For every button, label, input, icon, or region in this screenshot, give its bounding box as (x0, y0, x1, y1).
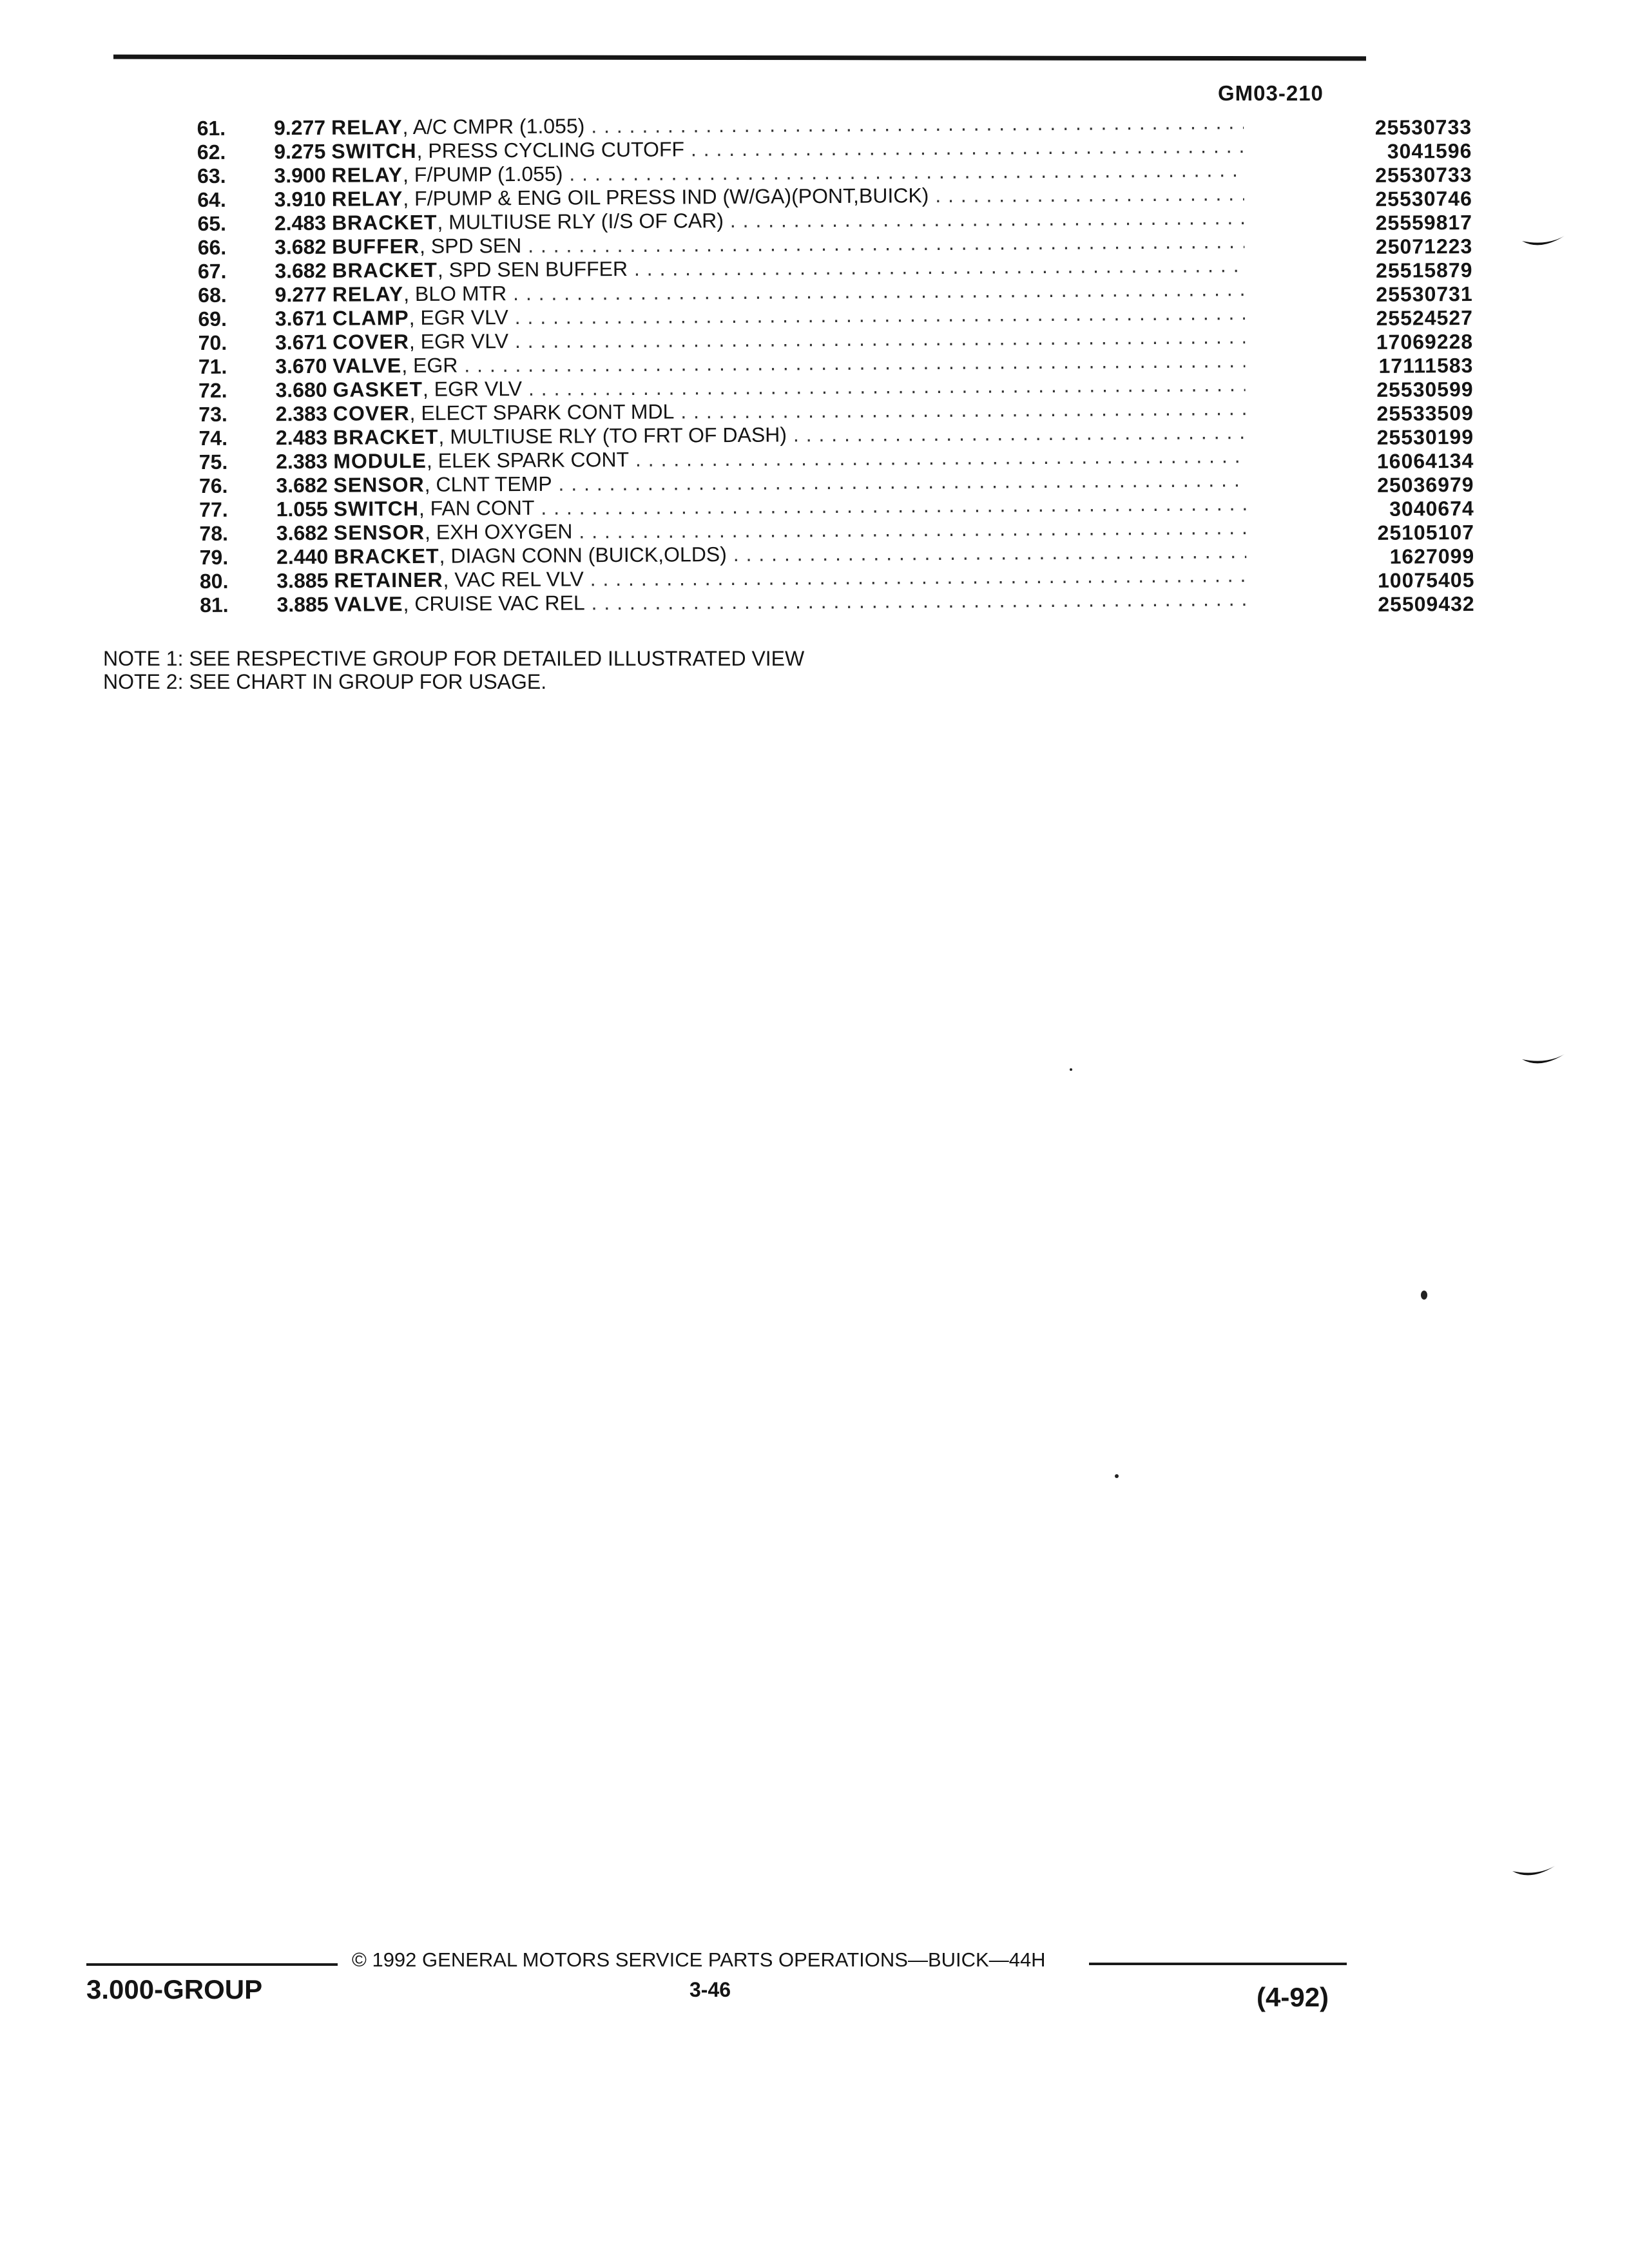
part-noun: SWITCH (331, 139, 417, 163)
note-line: NOTE 1: SEE RESPECTIVE GROUP FOR DETAILED ILLUSTRATED VIEW (103, 647, 805, 670)
part-number: 25559817 (1244, 211, 1472, 236)
part-modifier: , ELEK SPARK CONT (426, 447, 630, 472)
item-number: 71. (198, 354, 227, 379)
group-number: 3.682 (275, 235, 327, 259)
item-number: 67. (197, 259, 227, 284)
part-modifier: , CRUISE VAC REL (403, 591, 585, 616)
footer-date: (4-92) (1257, 1982, 1329, 2012)
part-noun: BRACKET (331, 210, 438, 235)
part-modifier: , ELECT SPARK CONT MDL (409, 399, 675, 425)
footer-rule-left (86, 1963, 338, 1966)
part-noun: BRACKET (332, 258, 438, 282)
item-number: 78. (199, 521, 229, 546)
part-modifier: , PRESS CYCLING CUTOFF (416, 137, 685, 162)
note-line: NOTE 2: SEE CHART IN GROUP FOR USAGE. (103, 670, 547, 693)
part-number: 25530599 (1246, 378, 1474, 403)
part-noun: SENSOR (333, 472, 425, 497)
item-number: 74. (198, 426, 228, 450)
part-noun: RELAY (331, 187, 403, 211)
footer-page-number: 3-46 (689, 1978, 731, 2001)
part-modifier: , EGR VLV (422, 376, 523, 401)
group-number: 3.671 (275, 306, 327, 331)
part-modifier: , EXH OXYGEN (424, 519, 573, 544)
part-noun: RELAY (331, 115, 403, 139)
part-number: 25530733 (1244, 115, 1472, 140)
group-number: 2.483 (274, 211, 327, 235)
group-number: 9.275 (274, 139, 326, 164)
part-number: 17111583 (1245, 354, 1473, 379)
group-number: 3.900 (274, 163, 326, 187)
group-number: 2.483 (275, 425, 328, 450)
part-number: 25524527 (1245, 306, 1473, 331)
group-number: 3.671 (275, 330, 327, 354)
part-noun: BRACKET (333, 425, 439, 449)
item-number: 77. (199, 497, 228, 522)
item-number: 63. (197, 164, 226, 188)
part-number: 25105107 (1246, 521, 1474, 546)
part-noun: BUFFER (332, 234, 420, 258)
binder-clip-mark (1511, 1862, 1556, 1881)
footer-group-label: 3.000-GROUP (86, 1974, 263, 2004)
part-modifier: , VAC REL VLV (443, 567, 584, 591)
item-number: 64. (197, 187, 226, 212)
part-noun: RELAY (331, 163, 403, 187)
part-number: 25530731 (1245, 282, 1473, 307)
part-modifier: , SPD SEN BUFFER (437, 256, 628, 282)
part-modifier: , MULTIUSE RLY (TO FRT OF DASH) (438, 423, 787, 448)
part-noun: COVER (333, 401, 410, 425)
part-number: 3041596 (1244, 139, 1472, 164)
part-noun: MODULE (333, 448, 427, 473)
part-number: 25071223 (1244, 235, 1472, 260)
part-number: 10075405 (1246, 568, 1474, 593)
part-modifier: , FAN CONT (418, 495, 535, 520)
item-number: 72. (198, 378, 227, 403)
item-number: 70. (198, 331, 227, 355)
binder-clip-mark (1521, 232, 1566, 251)
part-modifier: , EGR VLV (409, 305, 508, 330)
group-number: 3.682 (276, 521, 329, 545)
parts-list (97, 110, 1475, 618)
item-number: 76. (198, 474, 228, 498)
part-number: 25515879 (1244, 258, 1472, 284)
part-number: 16064134 (1246, 449, 1474, 474)
part-modifier: , BLO MTR (403, 282, 507, 306)
part-noun: SENSOR (333, 520, 425, 544)
part-modifier: , CLNT TEMP (424, 472, 552, 496)
part-noun: GASKET (333, 377, 423, 401)
header-rule (113, 55, 1366, 61)
part-noun: CLAMP (332, 306, 409, 330)
document-id: GM03-210 (1218, 81, 1324, 105)
part-modifier: , EGR (401, 353, 458, 378)
part-modifier: , A/C CMPR (1.055) (402, 114, 585, 139)
part-noun: RELAY (332, 282, 404, 306)
part-number: 25530199 (1246, 425, 1474, 450)
notes-block (103, 647, 804, 693)
group-number: 3.682 (276, 473, 328, 497)
part-number: 25533509 (1246, 401, 1474, 427)
part-noun: SWITCH (333, 496, 419, 521)
binder-clip-mark (1521, 1050, 1566, 1070)
part-number: 25530746 (1244, 187, 1472, 212)
part-description (334, 587, 1309, 617)
item-number: 61. (197, 116, 226, 140)
part-modifier: , DIAGN CONN (BUICK,OLDS) (439, 543, 727, 568)
part-noun: RETAINER (334, 568, 443, 592)
group-number: 2.383 (275, 401, 327, 426)
part-noun: COVER (333, 330, 410, 354)
group-number: 3.885 (276, 592, 329, 617)
part-number: 25509432 (1247, 592, 1475, 617)
footer-copyright: © 1992 GENERAL MOTORS SERVICE PARTS OPERATIONS—BUICK—44H (352, 1948, 1046, 1971)
scan-speck (1115, 1474, 1119, 1478)
footer-rule-right (1089, 1963, 1347, 1965)
part-noun: BRACKET (334, 544, 439, 568)
part-number: 25036979 (1246, 473, 1474, 498)
part-noun: VALVE (333, 354, 402, 378)
part-noun: VALVE (334, 592, 403, 616)
part-number: 17069228 (1245, 330, 1473, 355)
item-number: 62. (197, 140, 226, 164)
part-modifier: , MULTIUSE RLY (I/S OF CAR) (437, 209, 724, 234)
item-number: 69. (198, 307, 227, 331)
group-number: 9.277 (273, 115, 326, 140)
item-number: 79. (199, 545, 229, 570)
group-number: 2.383 (276, 449, 328, 474)
part-modifier: , F/PUMP (1.055) (402, 162, 563, 187)
group-number: 3.885 (276, 568, 329, 593)
item-number: 68. (198, 283, 227, 307)
group-number: 3.910 (274, 187, 326, 211)
part-number: 25530733 (1244, 163, 1472, 188)
part-modifier: , SPD SEN (419, 233, 522, 258)
group-number: 1.055 (276, 497, 328, 521)
group-number: 2.440 (276, 544, 329, 569)
part-number: 3040674 (1246, 497, 1474, 522)
part-modifier: , F/PUMP & ENG OIL PRESS IND (W/GA)(PONT,BUICK) (403, 184, 929, 211)
group-number: 3.682 (275, 258, 327, 283)
item-number: 75. (198, 450, 228, 474)
item-number: 65. (197, 211, 227, 236)
item-number: 73. (198, 402, 227, 427)
group-number: 3.670 (275, 354, 327, 378)
item-number: 66. (197, 235, 227, 260)
scan-speck (1421, 1291, 1427, 1300)
group-number: 9.277 (275, 282, 327, 307)
item-number: 81. (200, 593, 229, 617)
scan-speck (1070, 1068, 1072, 1071)
item-number: 80. (199, 569, 229, 593)
part-modifier: , EGR VLV (409, 329, 509, 354)
part-number: 1627099 (1246, 544, 1474, 570)
group-number: 3.680 (275, 378, 327, 402)
